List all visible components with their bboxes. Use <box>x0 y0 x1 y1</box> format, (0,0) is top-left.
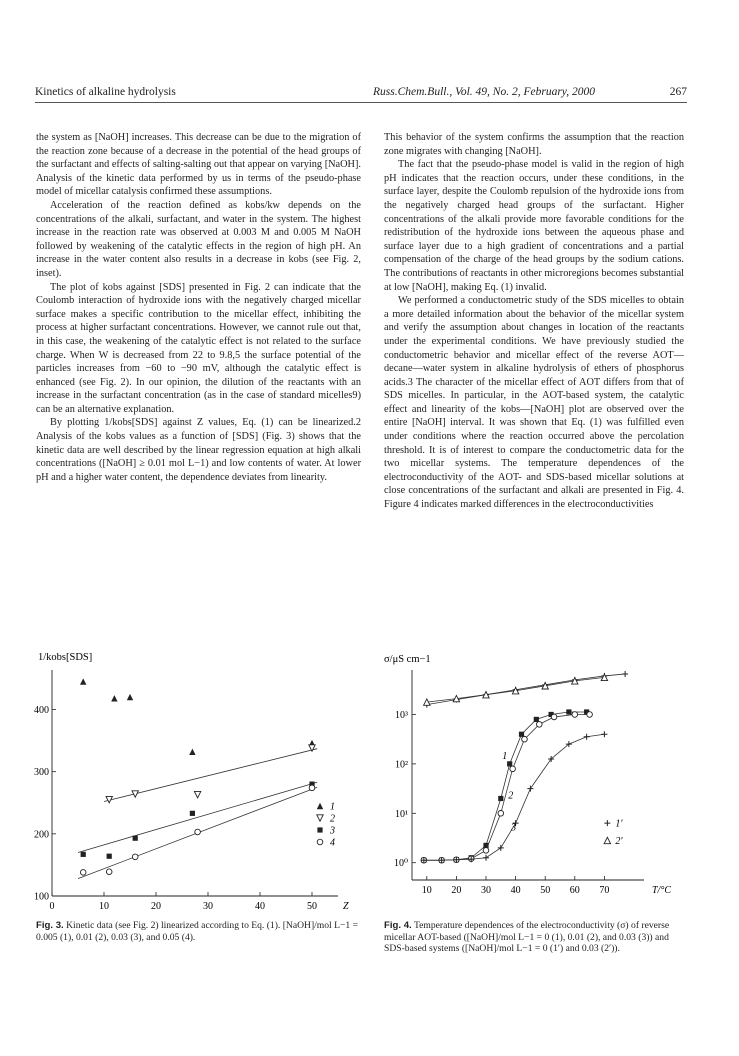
curve-series-1 <box>424 712 587 860</box>
legend-marker-1prime <box>604 820 610 826</box>
data-point-series-3 <box>107 854 112 859</box>
paragraph: The fact that the pseudo-phase model is valid in the region of high pH indicates that the reaction occurs, under these conditions, in the surface layer, despite the Coulomb repulsion of the hydroxide ions from the negatively charged head groups of the surfactant. Higher concentrations of the alkali provide more favorable conditions for the redistribution of the hydroxide ions between the aqueous phase and surface layer due to a high gradient of concentrations and a partial compensation of the charge of the head groups by the sodium cations. The contributions of reactants in other microregions becomes substantial at low [NaOH], making Eq. (1) invalid. <box>384 159 684 293</box>
figure-3 <box>30 648 372 1003</box>
y-tick-label: 300 <box>34 767 49 779</box>
x-tick-label: 30 <box>203 901 213 912</box>
data-point-series-1 <box>507 761 512 766</box>
data-point-series-1 <box>498 796 503 801</box>
legend-marker-2prime <box>604 837 610 843</box>
y-tick-label: 10³ <box>395 709 408 721</box>
x-tick-label: 50 <box>307 901 317 912</box>
y-tick-label: 100 <box>34 891 49 903</box>
x-tick-label: 40 <box>255 901 265 912</box>
paragraph: By plotting 1/kobs[SDS] against Z values, Eq. (1) can be linearized.2 Analysis of the kobs values as a function of [SDS] (Fig. 3) shows that the kinetic data are well described by the linear regression equation at high alkali concentrations ([NaOH] ≥ 0.01 mol L−1) and low contents of water. At lower pH and a higher water content, the dependence deviates from linearity. <box>36 417 361 483</box>
x-tick-label: 30 <box>481 885 491 896</box>
figure-3-chart <box>30 648 372 918</box>
data-point-series-4 <box>309 785 315 791</box>
paragraph: the system as [NaOH] increases. This decrease can be due to the migration of the reaction zone because of a decrease in the potential of the head groups of the surfactant and effects of salting-salting out that appear on varying [NaOH]. Analysis of the kinetic data performed by us in terms of the pseudo-phase model of micellar catalysis confirmed these assumptions. <box>36 132 361 198</box>
x-tick-label: 50 <box>540 885 551 896</box>
legend-marker-4 <box>317 839 323 845</box>
x-tick-label: 60 <box>569 885 580 896</box>
left-text-column <box>36 131 361 484</box>
figure-4-caption-text: Temperature dependences of the electroconductivity (σ) of reverse micellar AOT-based ([NaOH]/mol L−1 = 0 (1), 0.01 (2), and 0.03 (3)) and SDS-based systems ([NaOH]/mol L−1 = 0 (1′) and 0.03 (2′)). <box>384 920 670 954</box>
data-point-series-1 <box>189 749 195 755</box>
data-point-series-1 <box>111 695 117 701</box>
paragraph: Acceleration of the reaction defined as kobs/kw depends on the concentrations of the alkali, surfactant, and water in the system. The highest increase in the reaction rate was observed at 0.003 M and 0.005 M NaOH followed by weakening of the catalytic effects in the region of high pH. An increase in the water content also results in a decrease in kobs (see Fig. 2, inset). <box>36 199 361 279</box>
data-point-series-4 <box>106 869 112 875</box>
figure-4-caption-label: Fig. 4. <box>384 920 412 931</box>
x-tick-label: 0 <box>49 901 55 912</box>
paragraph: The plot of kobs against [SDS] presented in Fig. 2 can indicate that the Coulomb interaction of hydroxide ions with the negatively charged micellar surface makes a specific contribution to the micellar effect, inhibiting the process at higher surfactant concentrations. However, we cannot rule out that, in this case, the weakening of the catalytic effect is not related to the surface charge. When W is decreased from 22 to 9.8,5 the surface potential of the particles increases from −60 to −90 mV, although the catalytic effect is enhanced (see Fig. 2). In our opinion, the dilution of the reactants with an increase in the surfactant concentration (as in the case of standard micelles9) can be an alternative explanation. <box>36 281 361 415</box>
curve-label-2: 2 <box>508 790 514 802</box>
data-point-series-2 <box>536 722 542 728</box>
legend-label-4: 4 <box>330 837 335 849</box>
data-point-series-3 <box>81 852 86 857</box>
data-point-series-3 <box>133 836 138 841</box>
data-point-series-2 <box>510 766 516 772</box>
legend-label-1prime: 1′ <box>615 818 623 830</box>
journal-citation: Russ.Chem.Bull., Vol. 49, No. 2, February, 2000 <box>373 86 596 98</box>
figure-3-caption-label: Fig. 3. <box>36 920 64 931</box>
data-point-series-1 <box>127 694 133 700</box>
x-tick-label: 20 <box>151 901 161 912</box>
data-point-series-4 <box>80 870 86 876</box>
data-point-series-2 <box>194 791 200 797</box>
data-point-series-3 <box>584 734 590 740</box>
x-axis-label: Z <box>343 901 349 912</box>
y-axis-label: σ/μS cm−1 <box>384 654 431 665</box>
y-axis-label: 1/kobs[SDS] <box>38 652 93 663</box>
x-axis-label: T/°C <box>652 885 672 896</box>
data-point-series-3 <box>601 731 607 737</box>
figure-4-caption <box>384 920 689 955</box>
x-tick-label: 20 <box>451 885 462 896</box>
x-tick-label: 10 <box>99 901 109 912</box>
curve-label-3: 3 <box>511 822 517 834</box>
data-point-series-4 <box>132 854 138 860</box>
data-point-series-3 <box>190 811 195 816</box>
legend-label-2prime: 2′ <box>615 835 623 847</box>
figure-3-caption <box>36 920 366 943</box>
data-point-series-4 <box>195 829 201 835</box>
legend-marker-3 <box>317 827 322 832</box>
data-point-series-2 <box>498 810 504 816</box>
data-point-series-2 <box>483 848 489 854</box>
data-point-series-2 <box>572 712 578 718</box>
running-title: Kinetics of alkaline hydrolysis <box>35 86 176 98</box>
data-point-series-1 <box>519 732 524 737</box>
data-point-series-1 <box>534 717 539 722</box>
legend-label-2: 2 <box>330 813 335 825</box>
y-tick-label: 10² <box>395 759 408 771</box>
data-point-series-3 <box>527 786 533 792</box>
legend-marker-1 <box>317 803 323 809</box>
x-tick-label: 70 <box>599 885 610 896</box>
x-tick-label: 40 <box>510 885 521 896</box>
page-number: 267 <box>669 86 687 98</box>
data-point-series-3 <box>483 855 489 861</box>
legend-marker-2 <box>317 815 323 821</box>
figure-3-caption-text: Kinetic data (see Fig. 2) linearized according to Eq. (1). [NaOH]/mol L−1 = 0.005 (1), 0.01 (2), 0.03 (3), and 0.05 (4). <box>36 920 358 943</box>
data-point-series-3 <box>498 845 504 851</box>
y-tick-label: 400 <box>34 705 49 717</box>
figure-4-chart <box>384 648 694 918</box>
y-tick-label: 10¹ <box>395 808 408 820</box>
curve-label-1: 1 <box>502 750 508 762</box>
running-header <box>35 84 687 103</box>
paragraph: This behavior of the system confirms the assumption that the reaction zone migrates with changing [NaOH]. <box>384 132 684 157</box>
legend-label-3: 3 <box>330 825 335 837</box>
right-text-column <box>384 131 684 512</box>
data-point-series-1 <box>566 709 571 714</box>
data-point-series-2 <box>587 712 593 718</box>
x-tick-label: 10 <box>421 885 432 896</box>
y-tick-label: 10⁰ <box>393 858 408 870</box>
y-tick-label: 200 <box>34 829 49 841</box>
data-point-series-2 <box>522 736 528 742</box>
data-point-series-1 <box>80 678 86 684</box>
legend-label-1: 1 <box>330 801 335 813</box>
paragraph: We performed a conductometric study of the SDS micelles to obtain a more detailed information about the behavior of the micellar system and verify the assumption about changes in location of the reactants under the experimental conditions. We have previously studied the conductometric behavior and micellar effect of the reverse AOT—decane—water system in alkaline hydrolysis of ethers of phosphorus acids.3 The character of the micellar effect of AOT differs from that of SDS micelles. In particular, in the AOT-based system, the catalytic effect and linearity of the kobs—[NaOH] plot are observed over the entire [NaOH] interval. It was shown that Eq. (1) was fulfilled even under conditions where the reaction occurred above the percolation threshold. It is of interest to compare the conductometric data for the two micellar systems. The temperature dependences of the electroconductivity of the AOT- and SDS-based micellar solutions at close concentrations of the surfactant and alkali are presented in Fig. 4. Figure 4 indicates marked differences in the electroconductivities <box>384 295 684 511</box>
data-point-series-1′ <box>622 671 628 677</box>
data-point-series-2 <box>551 714 557 720</box>
